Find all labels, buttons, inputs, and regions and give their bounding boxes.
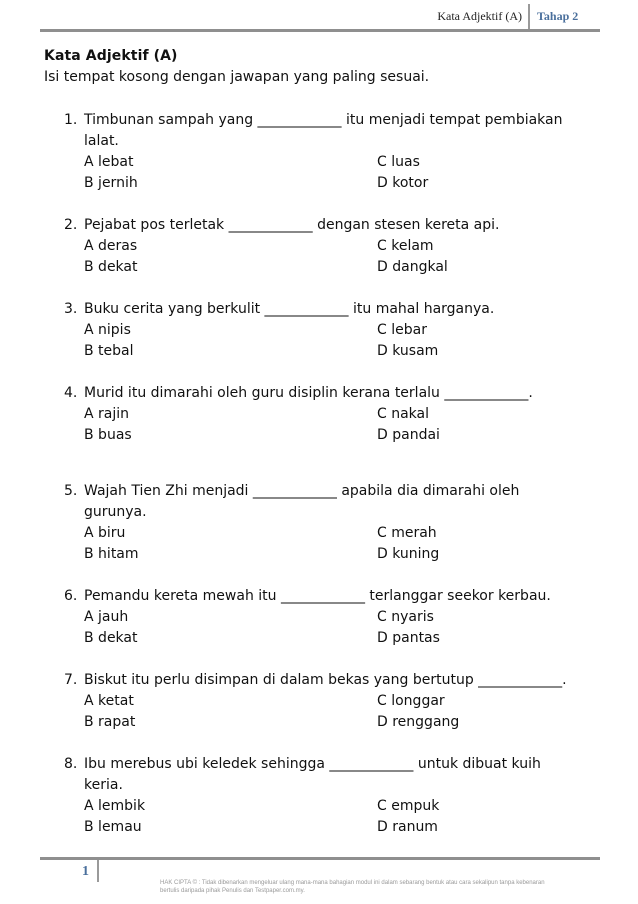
option-c: C longgar [377, 693, 445, 709]
option-c: C lebar [377, 322, 427, 338]
question-stem: Wajah Tien Zhi menjadi ____________ apabila dia dimarahi oleh gurunya. [84, 483, 524, 520]
question-stem: Buku cerita yang berkulit ____________ itu mahal harganya. [84, 301, 495, 317]
page-header [0, 0, 638, 32]
footer-rule [40, 857, 600, 860]
option-d: D pantas [377, 630, 440, 646]
question-number: 1. [64, 112, 78, 128]
question-number: 8. [64, 756, 78, 772]
question-number: 4. [64, 385, 78, 401]
question-stem: Biskut itu perlu disimpan di dalam bekas yang bertutup ____________. [84, 672, 567, 688]
option-b: B lemau [84, 819, 142, 835]
header-level: Tahap 2 [537, 9, 579, 23]
option-c: C nakal [377, 406, 430, 422]
option-d: D dangkal [377, 259, 448, 275]
option-b: B jernih [84, 175, 138, 191]
option-d: D pandai [377, 427, 440, 443]
question-number: 6. [64, 588, 78, 604]
page-title: Kata Adjektif (A) [44, 48, 178, 64]
instruction-text: Isi tempat kosong dengan jawapan yang paling sesuai. [44, 69, 430, 85]
option-c: C kelam [377, 238, 434, 254]
option-a: A lebat [84, 154, 134, 170]
page-number: 1 [82, 864, 89, 879]
option-a: A rajin [84, 406, 130, 422]
question-stem: Murid itu dimarahi oleh guru disiplin kerana terlalu ____________. [84, 385, 533, 401]
option-b: B dekat [84, 630, 138, 646]
option-a: A deras [84, 238, 138, 254]
option-a: A biru [84, 525, 126, 541]
option-b: B tebal [84, 343, 134, 359]
option-c: C nyaris [377, 609, 434, 625]
question-stem: Pemandu kereta mewah itu ____________ terlanggar seekor kerbau. [84, 588, 551, 604]
option-c: C luas [377, 154, 420, 170]
question-stem: Ibu merebus ubi keledek sehingga ____________ untuk dibuat kuih keria. [84, 756, 546, 793]
option-d: D kusam [377, 343, 439, 359]
question-stem: Pejabat pos terletak ____________ dengan stesen kereta api. [84, 217, 500, 233]
option-d: D ranum [377, 819, 438, 835]
question-number: 5. [64, 483, 78, 499]
option-b: B dekat [84, 259, 138, 275]
footer-separator [97, 860, 99, 882]
option-c: C merah [377, 525, 437, 541]
option-a: A jauh [84, 609, 129, 625]
header-title: Kata Adjektif (A) [437, 9, 522, 23]
option-c: C empuk [377, 798, 440, 814]
option-a: A nipis [84, 322, 131, 338]
copyright-notice: HAK CIPTA © : Tidak dibenarkan mengeluar ulang mana-mana bahagian modul ini dalam sebarang bentuk atau cara sekalipun tanpa kebenaran bertulis daripada pihak Penulis dan Testpaper.com.my. [160, 880, 545, 894]
option-d: D kotor [377, 175, 429, 191]
option-d: D kuning [377, 546, 440, 562]
option-b: B buas [84, 427, 132, 443]
question-number: 3. [64, 301, 78, 317]
option-b: B hitam [84, 546, 139, 562]
question-stem: Timbunan sampah yang ____________ itu menjadi tempat pembiakan lalat. [84, 112, 567, 149]
header-separator [528, 4, 530, 30]
option-b: B rapat [84, 714, 136, 730]
question-number: 7. [64, 672, 78, 688]
header-rule [40, 29, 600, 32]
option-d: D renggang [377, 714, 460, 730]
question-number: 2. [64, 217, 78, 233]
option-a: A lembik [84, 798, 146, 814]
option-a: A ketat [84, 693, 134, 709]
